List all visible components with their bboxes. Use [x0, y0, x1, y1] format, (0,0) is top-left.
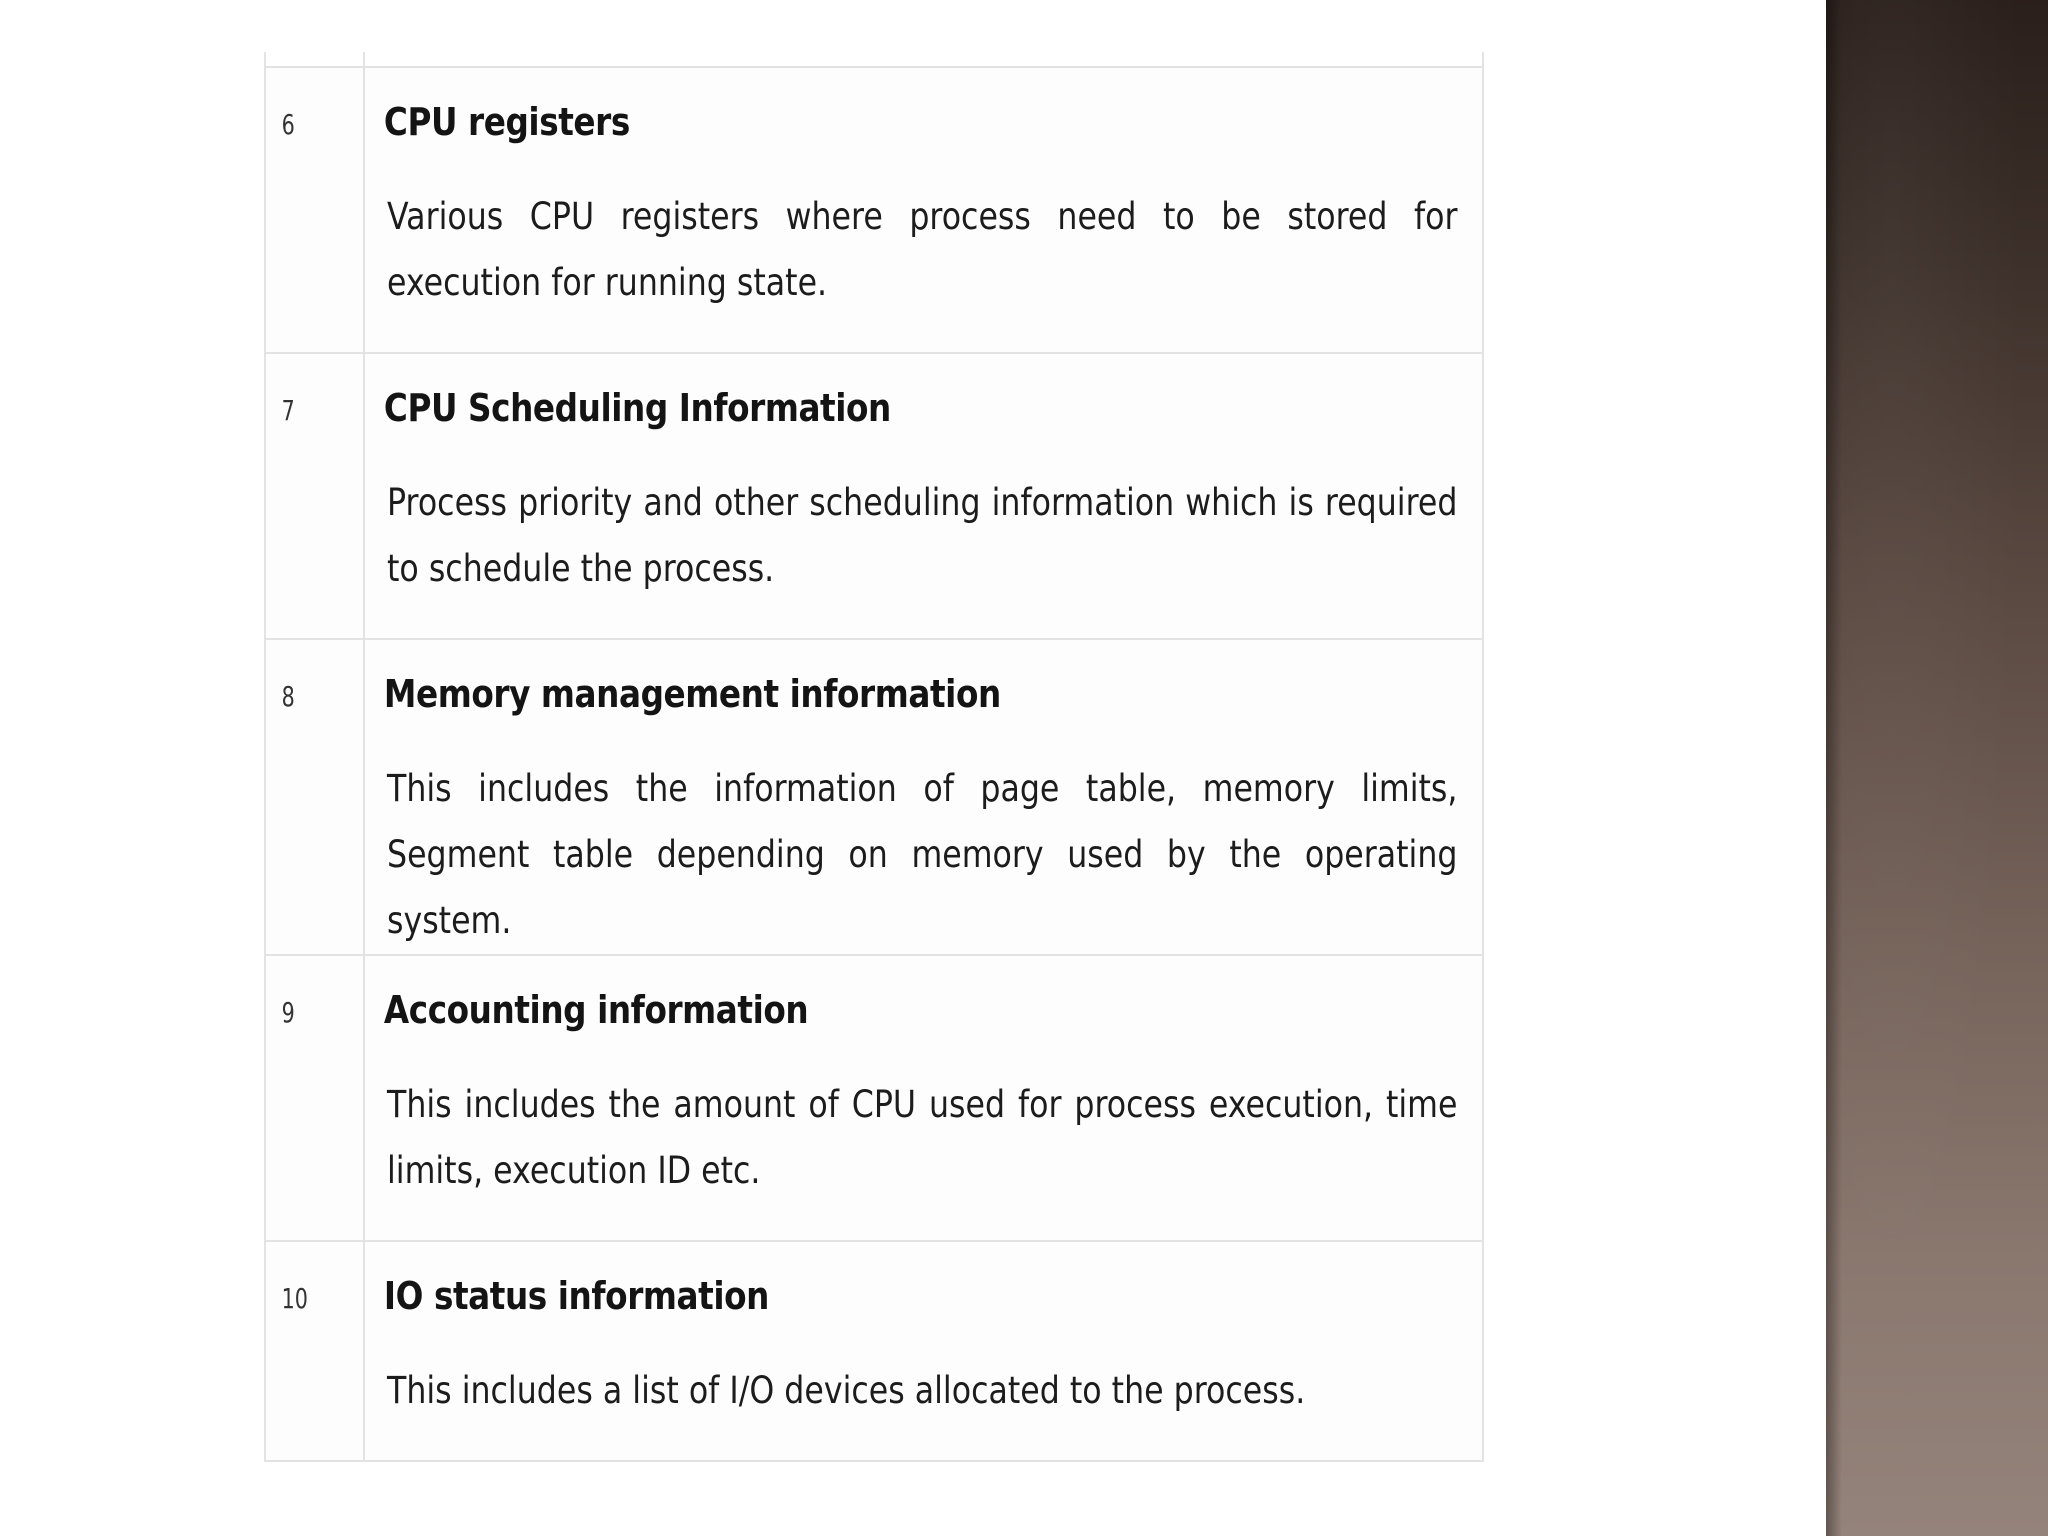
row-content-cell — [364, 67, 1483, 353]
table-row — [265, 639, 1483, 955]
row-number-cell — [265, 353, 364, 639]
row-content-cell — [364, 639, 1483, 955]
row-number-cell — [265, 639, 364, 955]
row-title: Memory management information — [383, 672, 1001, 716]
row-number: 9 — [281, 996, 295, 1029]
row-number: 10 — [281, 1282, 308, 1315]
row-number-cell — [265, 955, 364, 1241]
table-row — [265, 353, 1483, 639]
row-number: 6 — [281, 108, 295, 141]
row-description: This includes the amount of CPU used for process execution, time limits, execution ID etc. — [387, 1083, 1458, 1192]
row-number: 7 — [281, 394, 295, 427]
row-description: Various CPU registers where process need to be stored for execution for running state. — [387, 195, 1458, 304]
table-row — [265, 1241, 1483, 1461]
row-title: IO status information — [383, 1274, 769, 1318]
table-row — [265, 955, 1483, 1241]
table-row — [265, 67, 1483, 353]
row-title: CPU registers — [383, 100, 630, 144]
row-description: This includes the information of page table, memory limits, Segment table depending on memory used by the operating system. — [387, 767, 1458, 942]
row-title: CPU Scheduling Information — [383, 386, 891, 430]
row-content-cell — [364, 353, 1483, 639]
decorative-side-panel — [1826, 0, 2048, 1536]
pcb-info-table — [264, 66, 1484, 1462]
row-title: Accounting information — [383, 988, 809, 1032]
row-description: Process priority and other scheduling information which is required to schedule the process. — [387, 481, 1458, 590]
row-content-cell — [364, 1241, 1483, 1461]
row-number: 8 — [281, 680, 295, 713]
row-description: This includes a list of I/O devices allocated to the process. — [387, 1369, 1306, 1412]
row-number-cell — [265, 1241, 364, 1461]
row-content-cell — [364, 955, 1483, 1241]
table-top-continuation — [264, 52, 1484, 66]
row-number-cell — [265, 67, 364, 353]
